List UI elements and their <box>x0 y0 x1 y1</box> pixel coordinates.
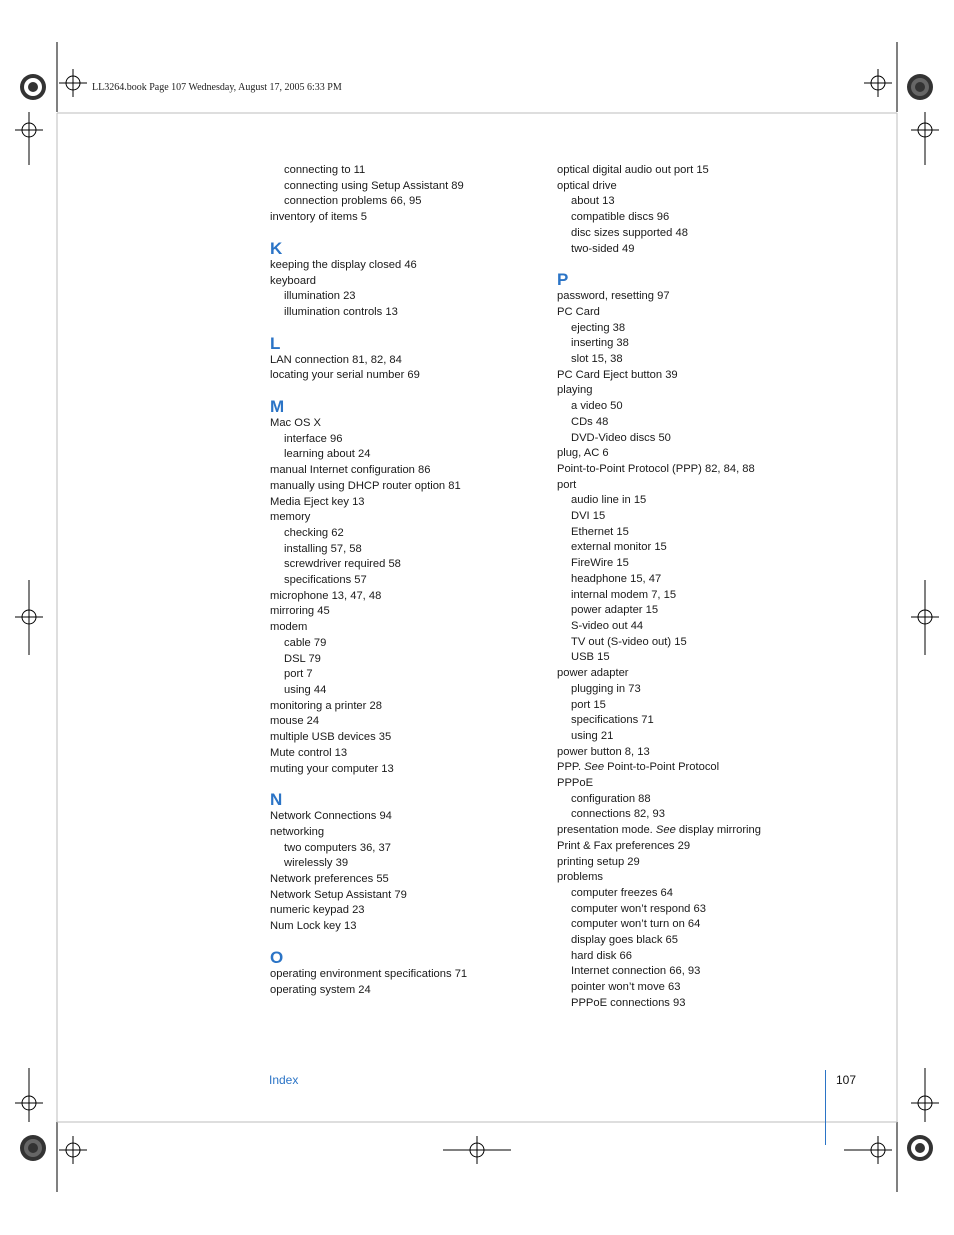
index-entry: printing setup 29 <box>557 855 640 868</box>
index-entry: presentation mode. See display mirroring <box>557 824 761 837</box>
index-entry: Print & Fax preferences 29 <box>557 839 691 852</box>
index-subentry: pointer won’t move 63 <box>571 981 681 994</box>
index-entry: Media Eject key 13 <box>270 495 365 508</box>
index-entry: keyboard <box>270 274 317 287</box>
print-slug: LL3264.book Page 107 Wednesday, August 17, 2005 6:33 PM <box>92 82 342 93</box>
index-subentry: about 13 <box>571 195 615 208</box>
index-entry: Mac OS X <box>270 417 321 430</box>
index-entry: optical drive <box>557 179 617 192</box>
index-entry: Num Lock key 13 <box>270 920 357 933</box>
star-target-icon <box>907 74 933 100</box>
index-subentry: learning about 24 <box>284 448 371 461</box>
index-subentry: connecting to 11 <box>284 164 366 176</box>
index-subentry: Ethernet 15 <box>571 525 629 538</box>
index-entry: multiple USB devices 35 <box>270 731 392 744</box>
index-column-right <box>557 163 827 1012</box>
index-subentry: Internet connection 66, 93 <box>571 965 701 978</box>
index-entry: PC Card <box>557 305 600 318</box>
index-subentry: two-sided 49 <box>571 242 635 255</box>
index-subentry: USB 15 <box>571 651 610 664</box>
registration-target-icon <box>443 1136 511 1164</box>
index-subentry: interface 96 <box>284 432 343 445</box>
index-entry: plug, AC 6 <box>557 447 609 460</box>
index-subentry: wirelessly 39 <box>284 857 349 870</box>
index-section-letter: K <box>270 238 283 258</box>
index-entry: memory <box>270 511 311 524</box>
index-subentry: FireWire 15 <box>571 557 629 570</box>
index-entry: port <box>557 478 577 491</box>
index-subentry: PPPoE connections 93 <box>571 996 686 1009</box>
index-subentry: S-video out 44 <box>571 619 644 632</box>
index-entry: manual Internet configuration 86 <box>270 464 431 477</box>
star-target-icon <box>20 1135 46 1161</box>
index-entry: Mute control 13 <box>270 746 348 759</box>
index-subentry: power adapter 15 <box>571 604 659 617</box>
registration-target-icon <box>59 1136 87 1164</box>
index-subentry: CDs 48 <box>571 415 609 428</box>
index-subentry: inserting 38 <box>571 337 629 350</box>
index-entry: Point-to-Point Protocol (PPP) 82, 84, 88 <box>557 462 755 475</box>
index-subentry: specifications 57 <box>284 574 367 587</box>
index-section-letter: L <box>270 333 281 353</box>
index-subentry: internal modem 7, 15 <box>571 588 677 601</box>
registration-target-icon <box>59 69 87 97</box>
index-subentry: display goes black 65 <box>571 934 678 947</box>
index-subentry: computer freezes 64 <box>571 886 673 899</box>
index-subentry: screwdriver required 58 <box>284 558 401 571</box>
index-subentry: two computers 36, 37 <box>284 841 391 854</box>
index-subentry: port 7 <box>284 668 313 681</box>
index-entry: manually using DHCP router option 81 <box>270 479 461 492</box>
index-entry: inventory of items 5 <box>270 211 368 224</box>
index-section-letter: O <box>270 947 284 967</box>
index-subentry: slot 15, 38 <box>571 353 623 366</box>
page-number: 107 <box>836 1073 857 1087</box>
registration-target-icon <box>864 69 892 97</box>
index-subentry: connection problems 66, 95 <box>284 195 422 208</box>
index-subentry: configuration 88 <box>571 792 651 805</box>
index-subentry: external monitor 15 <box>571 541 667 554</box>
index-entry: problems <box>557 871 604 884</box>
index-subentry: installing 57, 58 <box>284 542 362 555</box>
index-entry: Network Connections 94 <box>270 810 392 823</box>
index-entry: mirroring 45 <box>270 605 330 618</box>
index-section-letter: M <box>270 397 285 417</box>
index-entry: PPPoE <box>557 777 594 790</box>
index-entry: PPP. See Point-to-Point Protocol <box>557 761 720 774</box>
index-entry: PC Card Eject button 39 <box>557 368 678 381</box>
index-entry: monitoring a printer 28 <box>270 699 382 712</box>
index-entry: Network preferences 55 <box>270 873 389 886</box>
index-subentry: ejecting 38 <box>571 321 626 334</box>
index-subentry: DVI 15 <box>571 510 606 523</box>
index-entry: modem <box>270 621 308 634</box>
index-entry: mouse 24 <box>270 715 320 728</box>
index-subentry: using 44 <box>284 683 327 696</box>
index-subentry: checking 62 <box>284 526 344 539</box>
index-subentry: audio line in 15 <box>571 494 647 507</box>
index-subentry: cable 79 <box>284 636 327 649</box>
index-subentry: DVD-Video discs 50 <box>571 431 671 444</box>
index-entry: networking <box>270 825 325 838</box>
index-subentry: hard disk 66 <box>571 949 632 962</box>
index-subentry: plugging in 73 <box>571 682 641 695</box>
index-entry: playing <box>557 384 593 397</box>
index-column-left <box>270 163 540 998</box>
star-target-icon <box>20 74 46 100</box>
index-entry: locating your serial number 69 <box>270 369 420 382</box>
index-entry: Network Setup Assistant 79 <box>270 888 407 901</box>
index-subentry: DSL 79 <box>284 652 321 665</box>
index-subentry: connections 82, 93 <box>571 808 665 821</box>
index-subentry: disc sizes supported 48 <box>571 226 688 239</box>
index-section-letter: N <box>270 790 283 810</box>
index-subentry: specifications 71 <box>571 714 654 727</box>
index-entry: keeping the display closed 46 <box>270 258 417 271</box>
index-entry: power adapter <box>557 667 629 680</box>
index-entry: microphone 13, 47, 48 <box>270 589 382 602</box>
index-subentry: computer won’t respond 63 <box>571 902 706 915</box>
index-subentry: illumination controls 13 <box>284 305 398 318</box>
index-subentry: a video 50 <box>571 400 623 413</box>
index-entry: optical digital audio out port 15 <box>557 164 709 176</box>
index-entry: LAN connection 81, 82, 84 <box>270 353 402 366</box>
index-section-letter: P <box>557 270 569 290</box>
index-subentry: using 21 <box>571 729 614 742</box>
index-subentry: TV out (S-video out) 15 <box>571 635 687 648</box>
index-subentry: port 15 <box>571 698 606 711</box>
star-target-icon <box>907 1135 933 1161</box>
index-subentry: illumination 23 <box>284 290 356 303</box>
index-subentry: computer won’t turn on 64 <box>571 918 701 931</box>
footer-divider <box>825 1070 826 1145</box>
footer-section-label: Index <box>269 1073 299 1087</box>
index-entry: operating environment specifications 71 <box>270 967 468 980</box>
index-entry: power button 8, 13 <box>557 745 650 758</box>
index-entry: numeric keypad 23 <box>270 904 365 917</box>
index-entry: muting your computer 13 <box>270 762 394 775</box>
index-entry: operating system 24 <box>270 983 371 996</box>
registration-target-icon <box>844 1136 892 1164</box>
index-subentry: connecting using Setup Assistant 89 <box>284 179 464 192</box>
index-subentry: headphone 15, 47 <box>571 572 662 585</box>
index-entry: password, resetting 97 <box>557 290 670 303</box>
index-subentry: compatible discs 96 <box>571 211 670 224</box>
